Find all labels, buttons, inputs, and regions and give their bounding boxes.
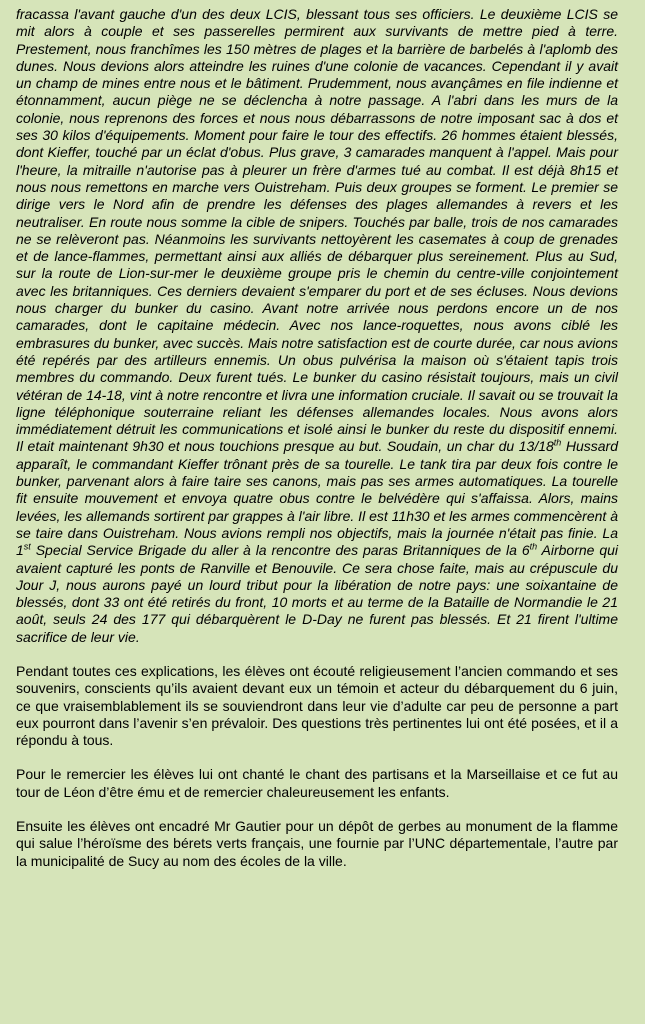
superscript-th-2: th [529,541,538,552]
superscript-st: st [23,541,31,552]
paragraph-thanks: Pour le remercier les élèves lui ont chanté le chant des partisans et la Marseillaise et ce fut au tour de Léon d’être ému et de remercier chaleureusement les enfants. [16,766,618,800]
paragraph-explanations: Pendant toutes ces explications, les élèves ont écouté religieusement l’ancien commando et ses souvenirs, conscients qu’ils avaient devant eux un témoin et acteur du débarquement du 6 juin, ce que vraisemblablement ils se souviendront dans leur vie d’adulte car peu de personne a part eux pourront dans l’avenir s’en prévaloir. Des questions très pertinentes lui ont été posées, et il a répondu à tous. [16,662,618,749]
narrative-paragraph [16,6,618,646]
paragraph-wreath: Ensuite les élèves ont encadré Mr Gautier pour un dépôt de gerbes au monument de la flamme qui salue l’héroïsme des bérets verts français, une fournie par l’UNC départementale, l’autre par la municipalité de Sucy au nom des écoles de la ville. [16,818,618,869]
narrative-text-part-3: Special Service Brigade du aller à la rencontre des paras Britanniques de la 6 [30,542,530,559]
narrative-text-part-1: fracassa l'avant gauche d'un des deux LCIS, blessant tous ses officiers. Le deuxième LCIS se mit alors à couple et ses passerelles permirent aux survivants de mettre pied à terre. Prestement, nous franchîmes les 150 mètres de plages et la barrière de barbelés à l'aplomb des dunes. Nous devions alors atteindre les ruines d'une colonie de vacances. Cependant il y avait un champ de mines entre nous et le bâtiment. Prudemment, nous avançâmes en file indienne et étonnamment, aucun piège ne se déclencha à notre passage. A l'abri dans les murs de la colonie, nous reprenons des forces et nous nous débarrassons de notre imposant sac à dos et ses 30 kilos d'équipements. Moment pour faire le tour des effectifs. 26 hommes étaient blessés, dont Kieffer, touché par un éclat d'obus. Plus grave, 3 camarades manquent à l'appel. Mais pour l'heure, la mitraille n'autorise pas à pleurer un frère d'armes tué au combat. Il est déjà 8h15 et nous nous remettons en marche vers Ouistreham. Puis deux groupes se forment. Le premier se dirige vers le Nord afin de prendre les défenses des plages allemandes à revers et les neutraliser. En route nous somme la cible de snipers. Touchés par balle, trois de nos camarades ne se relèveront pas. Néanmoins les survivants nettoyèrent les casemates à coup de grenades et de lance-flammes, permettant ainsi aux alliés de débarquer plus sereinement. Plus au Sud, sur la route de Lion-sur-mer le deuxième groupe pris le chemin du centre-ville conjointement avec les britanniques. Ces derniers devaient s'emparer du port et de ses écluses. Nous devions nous charger du bunker du casino. Avant notre arrivée nous perdons encore un de nos camarades, dont le capitaine médecin. Avec nos lance-roquettes, nous avons ciblé les embrasures du bunker, avec succès. Mais notre satisfaction est de courte durée, car nous avions été repérés par des artilleurs ennemis. Un obus pulvérisa la maison où s'étaient tapis trois membres du commando. Deux furent tués. Le bunker du casino résistait toujours, mais un civil vétéran de 14-18, vint à notre rencontre et livra une information cruciale. Il savait ou se trouvait la ligne téléphonique souterraine reliant les défenses allemandes locales. Nous avons alors immédiatement détruit les communications et isolé ainsi le bunker du reste du dispositif ennemi. Il etait maintenant 9h30 et nous touchions presque au but. Soudain, un char du 13/18 [16,6,618,455]
article-body [16,6,618,870]
narrative-text-part-4: Airborne qui avaient capturé les ponts de Ranville et Benouvile. Ce sera chose faite, mais au crépuscule du Jour J, nous aurons payé un lourd tribut pour la libération de notre pays: une soixantaine de blessés, dont 33 ont été retirés du front, 10 morts et au terme de la Bataille de Normandie le 21 août, seuls 24 des 177 qui débarquèrent le D-Day ne furent pas blessés. Et 21 firent l'ultime sacrifice de leur vie. [16,542,618,645]
superscript-th-1: th [553,437,562,448]
narrative-text-part-2: Hussard apparaît, le commandant Kieffer trônant près de sa tourelle. Le tank tira par deux fois contre le bunker, parvenant alors à faire taire ses canons, mais pas ses armes automatiques. La tourelle fit ensuite mouvement et envoya quatre obus contre le belvédère qui s'affaissa. Alors, mains levées, les allemands sortirent par grappes à l'air libre. Il est 11h30 et les armes commencèrent à se taire dans Ouistreham. Nous avions rempli nos objectifs, mais la journée n'était pas finie. La 1 [16,438,618,559]
